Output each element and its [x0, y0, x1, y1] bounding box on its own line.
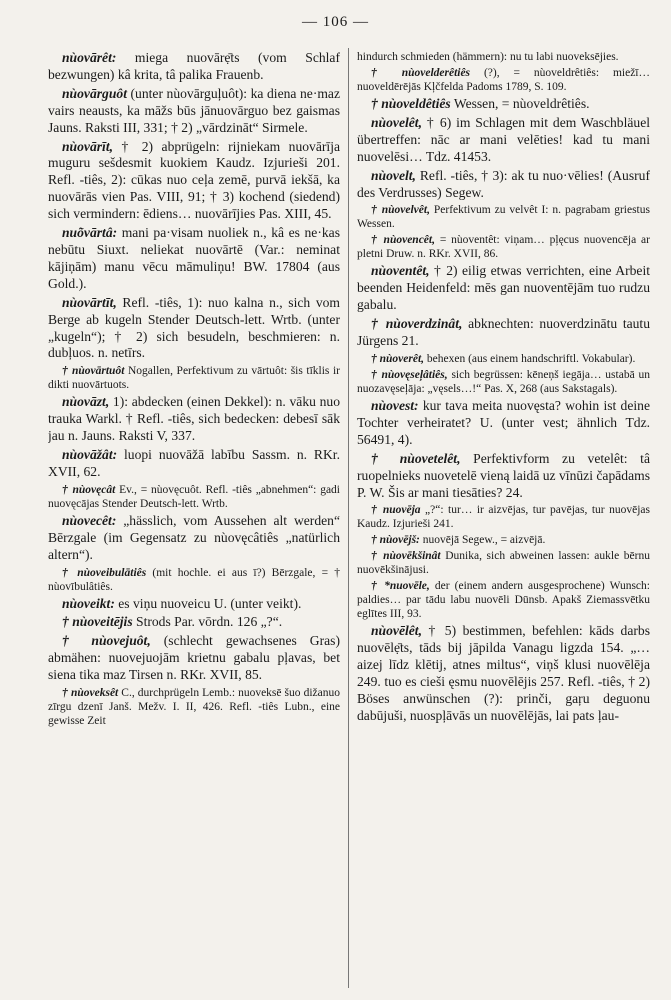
column-divider — [348, 48, 349, 988]
entry-headword: † nùovetelêt, — [371, 450, 461, 466]
dictionary-entry — [357, 96, 650, 113]
dictionary-entry — [357, 549, 650, 577]
entry-headword: † nùovārtuôt — [62, 365, 125, 378]
page-number: — 106 — — [302, 14, 369, 30]
dictionary-entry — [48, 295, 340, 363]
entry-text: = nùoventêt: viņam… pļęcus nuovencēja ar pletni Druw. n. RKr. XVII, 86. — [357, 234, 650, 261]
entry-headword: † nùovęcât — [62, 483, 116, 496]
entry-text: 1): abdecken (einen Dekkel): n. vāku nuo trauka Warkl. † Refl. -tiês, sich bedecken: debesī sāk jau n. Jauns. Raksti V, 337. — [48, 394, 340, 444]
entry-headword: nùovelêt, — [371, 114, 422, 130]
dictionary-entry — [48, 513, 340, 564]
dictionary-entry — [357, 503, 650, 531]
entry-headword: † nùovencêt, — [371, 234, 435, 247]
entry-text: Wessen, = nùoveldrêtiês. — [450, 96, 590, 111]
entry-text: † 5) bestimmen, befehlen: kāds darbs nuovēlẹ̄ts, tāds bij jāpilda Vanagu ligzda 154. „…aizej līdz klētij, atnes miltus“, viņš klusi nuovēlēja 249. tuo es cieši ęsmu nuovēlējis 257. Refl. -tiês, † 2) Böses anwünschen (?): prinči, gaŗu deguonu dabūjuši, nuospļāvās un nuovēlējās, lai pats ļau- — [357, 623, 650, 723]
entry-headword: nùovēlêt, — [371, 623, 422, 639]
entry-headword: nùovecêt: — [62, 512, 117, 528]
entry-text: mani pa·visam nuoliek n., kâ es ne·kas nebūtu Siuxt. neliekat nuovārtē (Var.: neminat kājiņām) manu vēcu māmuliņu! BW. 17804 (aus Gold.). — [48, 225, 340, 291]
entry-headword: † nùoveldêtiês — [371, 96, 451, 111]
entry-headword: † nùovelvêt, — [371, 204, 430, 217]
dictionary-entry — [48, 86, 340, 137]
dictionary-entry — [357, 316, 650, 350]
dictionary-entry — [48, 483, 340, 511]
entry-headword: nùovārīt, — [62, 138, 113, 154]
entry-text: Refl. -tiês, 1): nuo kalna n., sich vom Berge ab kugeln Stender Deutsch-lett. Wrtb. (unter „kugeln“); † 2) sich besudeln, beschmieren: n. dubļuos. n. netīrs. — [48, 294, 340, 361]
entry-text: (?), = nùoveldrêtiês: miežī… nuoveldērējās Kļčfelda Padoms 1789, S. 109. — [357, 67, 650, 93]
dictionary-entry — [48, 633, 340, 684]
dictionary-entry — [357, 398, 650, 449]
entry-headword: nùoveikt: — [62, 595, 115, 611]
dictionary-entry — [357, 368, 650, 396]
dictionary-entry — [357, 451, 650, 502]
entry-headword: † nùovējš: — [371, 534, 420, 547]
entry-headword: nùovāžât: — [62, 447, 118, 463]
entry-text: (mit hochle. ei aus ī?) Bērzgale, = † nùovībulâtiês. — [48, 566, 340, 593]
entry-text: nuovējā Segew., = aizvējā. — [419, 534, 546, 547]
entry-text: hindurch schmieden (hämmern): nu tu labi nuoveksējies. — [357, 51, 619, 63]
dictionary-entry — [357, 263, 650, 314]
dictionary-entry — [357, 66, 650, 94]
dictionary-entry — [48, 614, 340, 631]
entry-text: Dunika, sich abweinen lassen: aukle bērnu nuovēkšinājusi. — [357, 550, 650, 577]
entry-text: (schlecht gewachsenes Gras) abmähen: nuovejuojām krietnu gabalu pļavas, bet siena tika maz Tirsen n. RKr. XVII, 85. — [48, 633, 340, 683]
entry-text: Perfektivform zu vetelêt: tâ ruopelnieks nuovetelē vieną laidā uz vīnūzi čapādams P. W. Šis ar mani tiesāties? 24. — [357, 450, 650, 500]
entry-headword: nùovārtīt, — [62, 294, 117, 310]
dictionary-entry — [357, 50, 650, 64]
entry-headword: † *nuovēle, — [371, 580, 430, 593]
entry-headword: nùovārêt: — [62, 50, 117, 65]
dictionary-entry — [357, 233, 650, 261]
entry-headword: nùovārguôt — [62, 85, 127, 101]
entry-text: sich begrüssen: kēneņš iegāja… ustabā un nuozavęseļāja: „vęsels…!“ Pas. X, 268 (aus Sakstagals). — [357, 368, 650, 395]
entry-text: es viņu nuoveicu U. (unter veikt). — [114, 595, 302, 611]
entry-text: luopi nuovāžā labību Sassm. n. RKr. XVII, 62. — [48, 447, 340, 479]
dictionary-entry — [357, 579, 650, 621]
dictionary-entry — [48, 225, 340, 293]
dictionary-entry — [48, 686, 340, 728]
entry-headword: nùovelt, — [371, 167, 416, 183]
left-column — [48, 50, 340, 990]
dictionary-entry — [357, 203, 650, 231]
dictionary-entry — [48, 566, 340, 594]
entry-text: miega nuovārẹ̄ts (vom Schlaf bezwungen) kâ krita, tâ palika Frauenb. — [48, 50, 340, 82]
entry-text: Strods Par. vōrdn. 126 „?“. — [132, 614, 283, 630]
entry-text: † 2) abprügeln: rijniekam nuovārīja muguru sešdesmit kuokiem Kaudz. Izjurieši 201. Refl. -tiês, 2): cūkas nuo ceļa zemē, purvā iekšā, ka nuovārās vien Pas. VIII, 91; † 3) kochend (siedend) sich vermindern: ēdiens… nuovārījies Pas. XIII, 45. — [48, 138, 340, 222]
dictionary-entry — [357, 352, 650, 366]
entry-headword: † nùoverdzinât, — [371, 316, 463, 332]
dictionary-entry — [48, 364, 340, 392]
entry-headword: † nùoveibulātiês — [62, 566, 147, 579]
entry-headword: † nùovejuôt, — [62, 633, 151, 649]
dictionary-entry — [48, 50, 340, 84]
dictionary-entry — [48, 139, 340, 224]
entry-headword: † nùovęseļâtiês, — [371, 368, 448, 381]
dictionary-entry — [48, 447, 340, 481]
entry-text: (unter nùovārguļuôt): ka diena ne·maz vairs neausts, ka māžs būs jānuovārguo bez gaismas Jauns. Raksti III, 331; † 2) „vārdzināt“ Sirmele. — [48, 85, 340, 135]
dictionary-entry — [357, 115, 650, 166]
entry-headword: nuõvārtâ: — [62, 225, 118, 241]
entry-headword: † nùoveksêt — [62, 687, 119, 700]
dictionary-entry — [357, 168, 650, 202]
entry-headword: † nùovēkšinât — [371, 550, 441, 563]
entry-text: Ev., = nùovęcuôt. Refl. -tiês „abnehmen“: gadi nuovęcājas Stender Deutsch-lett. Wrtb. — [48, 483, 340, 510]
entry-text: Refl. -tiês, † 3): ak tu nuo·vēlies! (Ausruf des Verdrusses) Segew. — [357, 167, 650, 200]
entry-text: Perfektivum zu velvêt I: n. pagrabam griestus Wessen. — [357, 204, 650, 231]
entry-text: „?“: tur… ir aizvējas, tur pavējas, tur nuovējas Kaudz. Izjurieši 241. — [357, 504, 650, 531]
dictionary-entry — [48, 394, 340, 445]
entry-text: kur tava meita nuovęsta? wohin ist deine Tochter verheiratet? U. (unter vest; ähnlich Tdz. 56491, 4). — [357, 397, 650, 447]
entry-headword: nùovāzt, — [62, 394, 110, 410]
dictionary-entry — [357, 533, 650, 547]
entry-text: † 6) im Schlagen mit dem Waschbläuel übertreffen: nāc ar mani velēties! kad tu mani nuovelēsi… Tdz. 41453. — [357, 114, 650, 164]
entry-text: † 2) eilig etwas verrichten, eine Arbeit beenden Heidenfeld: mēs gan nuoventējām tuo rudzu gabalu. — [357, 263, 650, 313]
entry-text: Nogallen, Perfektivum zu vārtuôt: šis tīklis ir dikti nuovārtuots. — [48, 365, 340, 392]
entry-headword: † nùoverêt, — [371, 352, 425, 365]
entry-headword: † nuovēja — [371, 504, 421, 517]
entry-text: „hässlich, vom Aussehen alt werden“ Bērzgale (im Gegensatz zu nùovęcâtiês „natürlich altern“). — [48, 512, 340, 562]
entry-headword: † nùoveitējis — [62, 614, 133, 630]
entry-headword: † nùovelderêtiês — [371, 67, 471, 79]
entry-headword: nùoventêt, — [371, 263, 430, 279]
entry-text: C., durchprügeln Lemb.: nuoveksē šuo dižanuo zīrgu dzenī Janš. Mežv. I. II, 426. Refl. -tiês Lubn., eine gewisse Zeit — [48, 687, 340, 728]
dictionary-entry — [357, 623, 650, 724]
entry-headword: nùovest: — [371, 397, 419, 413]
entry-text: behexen (aus einem handschriftl. Vokabular). — [424, 352, 636, 365]
entry-text: abknechten: nuoverdzinātu tautu Jürgens 21. — [357, 316, 650, 349]
right-column — [357, 50, 650, 990]
entry-text: der (einem andern ausgesprochene) Wunsch: paldies… par tādu labu nuovēli Dūnsb. Apakš Ziemassvētku eglītes III, 93. — [357, 580, 650, 621]
dictionary-entry — [48, 596, 340, 613]
